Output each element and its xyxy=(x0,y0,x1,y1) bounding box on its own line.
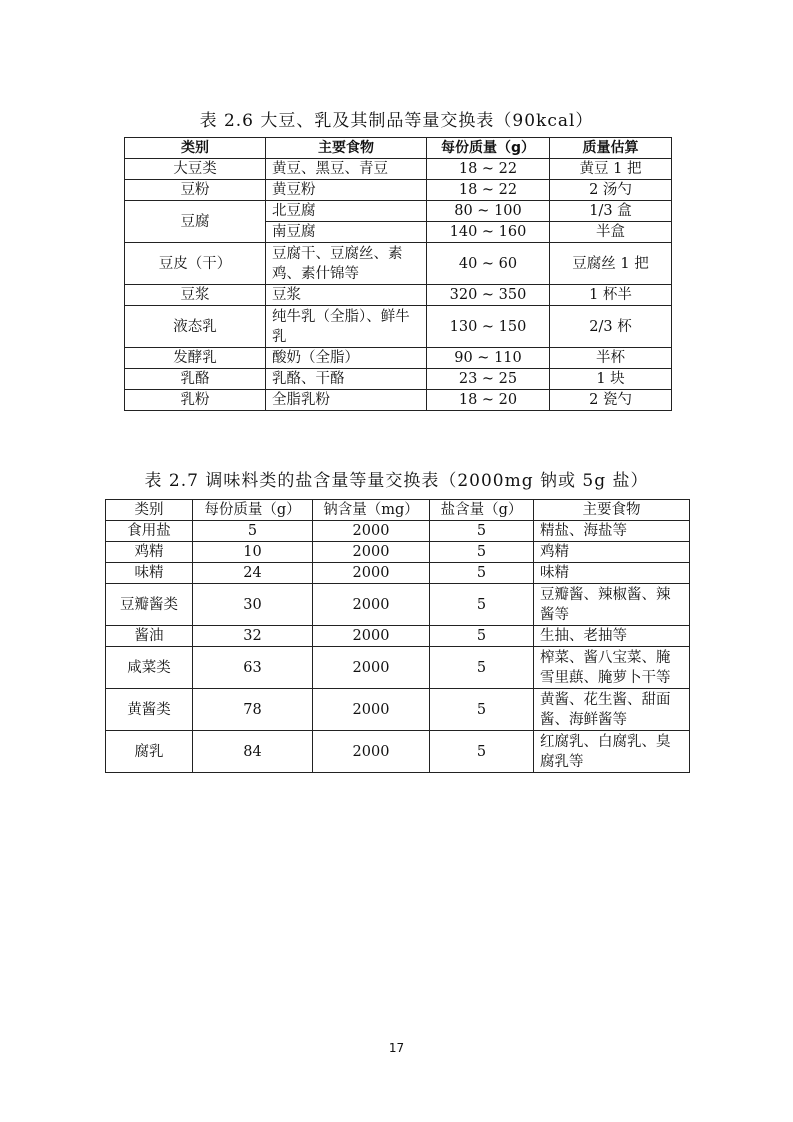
table-row xyxy=(106,626,690,647)
table-row xyxy=(125,159,672,180)
estimate-cell: 黄豆 1 把 xyxy=(550,159,672,180)
estimate-cell: 2 瓷勺 xyxy=(550,390,672,411)
category-cell: 酱油 xyxy=(106,626,193,647)
sodium-cell: 2000 xyxy=(313,689,430,731)
table-row xyxy=(106,731,690,773)
salt-cell: 5 xyxy=(430,731,534,773)
food-cell: 北豆腐 xyxy=(266,201,427,222)
salt-cell: 5 xyxy=(430,647,534,689)
table-row xyxy=(106,647,690,689)
header-cell: 每份质量（g） xyxy=(427,138,550,159)
seasoning-salt-exchange-table xyxy=(105,499,690,773)
table-row xyxy=(125,348,672,369)
weight-cell: 24 xyxy=(193,563,313,584)
salt-cell: 5 xyxy=(430,521,534,542)
weight-cell: 32 xyxy=(193,626,313,647)
table-row xyxy=(106,584,690,626)
table-header-row xyxy=(106,500,690,521)
table-row xyxy=(125,306,672,348)
food-cell: 南豆腐 xyxy=(266,222,427,243)
category-cell: 乳酪 xyxy=(125,369,266,390)
weight-cell: 18 ~ 22 xyxy=(427,180,550,201)
food-cell: 豆腐干、豆腐丝、素鸡、素什锦等 xyxy=(266,243,427,285)
page-number: 17 xyxy=(388,1041,405,1055)
weight-cell: 5 xyxy=(193,521,313,542)
sodium-cell: 2000 xyxy=(313,563,430,584)
header-cell: 钠含量（mg） xyxy=(313,500,430,521)
sodium-cell: 2000 xyxy=(313,731,430,773)
weight-cell: 63 xyxy=(193,647,313,689)
weight-cell: 18 ~ 20 xyxy=(427,390,550,411)
category-cell: 豆皮（干） xyxy=(125,243,266,285)
weight-cell: 10 xyxy=(193,542,313,563)
table-header-row xyxy=(125,138,672,159)
food-cell: 乳酪、干酪 xyxy=(266,369,427,390)
table2-caption: 表 2.7 调味料类的盐含量等量交换表（2000mg 钠或 5g 盐） xyxy=(144,471,649,491)
weight-cell: 320 ~ 350 xyxy=(427,285,550,306)
food-cell: 豆瓣酱、辣椒酱、辣酱等 xyxy=(534,584,690,626)
table-row xyxy=(125,243,672,285)
sodium-cell: 2000 xyxy=(313,626,430,647)
sodium-cell: 2000 xyxy=(313,584,430,626)
weight-cell: 90 ~ 110 xyxy=(427,348,550,369)
header-cell: 类别 xyxy=(106,500,193,521)
estimate-cell: 1 杯半 xyxy=(550,285,672,306)
header-cell: 盐含量（g） xyxy=(430,500,534,521)
header-cell: 类别 xyxy=(125,138,266,159)
food-cell: 全脂乳粉 xyxy=(266,390,427,411)
salt-cell: 5 xyxy=(430,584,534,626)
estimate-cell: 豆腐丝 1 把 xyxy=(550,243,672,285)
food-cell: 豆浆 xyxy=(266,285,427,306)
salt-cell: 5 xyxy=(430,542,534,563)
estimate-cell: 半盒 xyxy=(550,222,672,243)
food-cell: 黄豆粉 xyxy=(266,180,427,201)
category-cell: 鸡精 xyxy=(106,542,193,563)
table-row xyxy=(106,542,690,563)
category-cell: 豆粉 xyxy=(125,180,266,201)
food-cell: 酸奶（全脂） xyxy=(266,348,427,369)
category-cell: 乳粉 xyxy=(125,390,266,411)
weight-cell: 140 ~ 160 xyxy=(427,222,550,243)
category-cell: 发酵乳 xyxy=(125,348,266,369)
sodium-cell: 2000 xyxy=(313,521,430,542)
header-cell: 质量估算 xyxy=(550,138,672,159)
food-cell: 纯牛乳（全脂）、鲜牛乳 xyxy=(266,306,427,348)
weight-cell: 30 xyxy=(193,584,313,626)
food-cell: 榨菜、酱八宝菜、腌雪里蕻、腌萝卜干等 xyxy=(534,647,690,689)
table-row xyxy=(125,390,672,411)
category-cell: 黄酱类 xyxy=(106,689,193,731)
food-cell: 生抽、老抽等 xyxy=(534,626,690,647)
salt-cell: 5 xyxy=(430,689,534,731)
weight-cell: 23 ~ 25 xyxy=(427,369,550,390)
table-row xyxy=(106,521,690,542)
category-cell: 豆瓣酱类 xyxy=(106,584,193,626)
header-cell: 主要食物 xyxy=(534,500,690,521)
weight-cell: 18 ~ 22 xyxy=(427,159,550,180)
food-cell: 味精 xyxy=(534,563,690,584)
header-cell: 主要食物 xyxy=(266,138,427,159)
weight-cell: 78 xyxy=(193,689,313,731)
salt-cell: 5 xyxy=(430,626,534,647)
weight-cell: 40 ~ 60 xyxy=(427,243,550,285)
category-cell: 豆浆 xyxy=(125,285,266,306)
food-cell: 鸡精 xyxy=(534,542,690,563)
category-cell: 大豆类 xyxy=(125,159,266,180)
table-row xyxy=(106,689,690,731)
weight-cell: 80 ~ 100 xyxy=(427,201,550,222)
category-cell: 腐乳 xyxy=(106,731,193,773)
food-cell: 精盐、海盐等 xyxy=(534,521,690,542)
category-cell: 咸菜类 xyxy=(106,647,193,689)
sodium-cell: 2000 xyxy=(313,542,430,563)
food-cell: 黄酱、花生酱、甜面酱、海鲜酱等 xyxy=(534,689,690,731)
soy-dairy-exchange-table xyxy=(124,137,672,411)
estimate-cell: 2 汤勺 xyxy=(550,180,672,201)
category-cell: 味精 xyxy=(106,563,193,584)
table-row xyxy=(125,369,672,390)
category-cell: 豆腐 xyxy=(125,201,266,243)
table-row xyxy=(125,180,672,201)
weight-cell: 84 xyxy=(193,731,313,773)
estimate-cell: 1 块 xyxy=(550,369,672,390)
table-row xyxy=(106,563,690,584)
table1-caption: 表 2.6 大豆、乳及其制品等量交换表（90kcal） xyxy=(199,111,594,131)
food-cell: 黄豆、黑豆、青豆 xyxy=(266,159,427,180)
estimate-cell: 2/3 杯 xyxy=(550,306,672,348)
sodium-cell: 2000 xyxy=(313,647,430,689)
estimate-cell: 半杯 xyxy=(550,348,672,369)
weight-cell: 130 ~ 150 xyxy=(427,306,550,348)
category-cell: 液态乳 xyxy=(125,306,266,348)
table-row xyxy=(125,285,672,306)
table-row xyxy=(125,201,672,222)
salt-cell: 5 xyxy=(430,563,534,584)
estimate-cell: 1/3 盒 xyxy=(550,201,672,222)
food-cell: 红腐乳、白腐乳、臭腐乳等 xyxy=(534,731,690,773)
category-cell: 食用盐 xyxy=(106,521,193,542)
header-cell: 每份质量（g） xyxy=(193,500,313,521)
